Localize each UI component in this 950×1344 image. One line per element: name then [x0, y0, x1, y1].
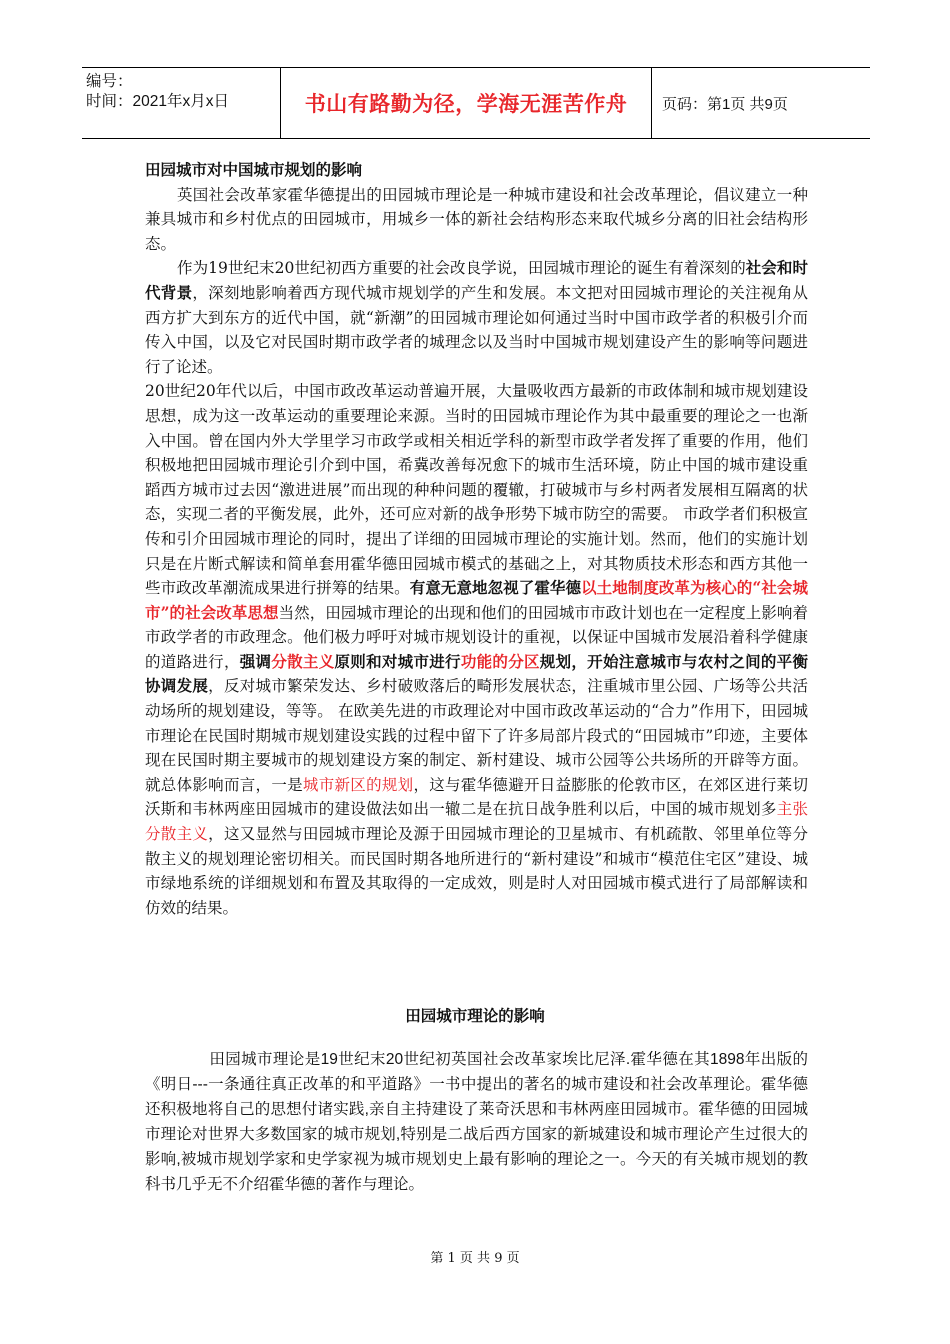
p3-red-5: 主张分散主义 [145, 800, 808, 844]
paragraph-2 [145, 256, 808, 379]
p2-bold: 社会和时代背景 [145, 258, 808, 302]
paragraph-1: 英国社会改革家霍华德提出的田园城市理论是一种城市建设和社会改革理论，倡议建立一种兼具城市和乡村优点的田园城市，用城乡一体的新社会结构形态来取代城乡分离的旧社会结构形态。 [145, 185, 808, 253]
date-line: 时间：2021年x月x日 [86, 93, 229, 110]
header-meta [82, 68, 281, 138]
p3-bold-4: 规划，开始注意城市与农村之间的平衡协调发展 [145, 651, 808, 696]
p3-red-2: 分散主义 [271, 651, 335, 671]
p3-bold-3: 原则和对城市进行 [334, 651, 461, 671]
section-2 [145, 1047, 808, 1197]
p3-red-3: 功能的分区 [460, 651, 540, 671]
page-header [82, 67, 870, 139]
p3-text-e: ，这又显然与田园城市理论及源于田园城市理论的卫星城市、有机疏散、邻里单位等分散主义的规划理论密切相关。而民国时期各地所进行的“新村建设”和城市“模范住宅区”建设、城市绿地系统的详细规划和布置及其取得的一定成效，则是时人对田园城市模式进行了局部解读和仿效的结果。 [145, 825, 808, 917]
section-2-paragraph: 田园城市理论是19世纪末20世纪初英国社会改革家埃比尼泽.霍华德在其1898年出版的《明日---一条通往真正改革的和平道路》一书中提出的著名的城市建设和社会改革理论。霍华德还积极地将自己的思想付诸实践,亲自主持建设了莱奇沃思和韦林两座田园城市。霍华德的田园城市理论对世界大多数国家的城市规划,特别是二战后西方国家的新城建设和城市理论产生过很大的影响,被城市规划学家和史学家视为城市规划史上最有影响的理论之一。今天的有关城市规划的教科书几乎无不介绍霍华德的著作与理论。 [145, 1051, 808, 1193]
p2-text-a: 作为19世纪末20世纪初西方重要的社会改良学说，田园城市理论的诞生有着深刻的 [177, 259, 746, 278]
section-1 [145, 158, 808, 920]
p3-bold-2: 强调 [239, 651, 272, 671]
header-motto: 书山有路勤为径，学海无涯苦作舟 [281, 68, 652, 138]
p3-bold: 有意无意地忽视了霍华德 [409, 578, 582, 598]
p3-text-d: ，这与霍华德避开日益膨胀的伦敦市区，在郊区进行莱切沃斯和韦林两座田园城市的建设做法如出一辙二是在抗日战争胜利以后，中国的城市规划多 [145, 775, 808, 819]
p3-text-c: ，反对城市繁荣发达、乡村破败落后的畸形发展状态，注重城市里公园、广场等公共活动场所的规划建设，等等。 在欧美先进的市政理论对中国市政改革运动的“合力”作用下，田园城市理论在民国时期城市规划建设实践的过程中留下了许多局部片段式的“田园城市”印迹，主要体现在民国时期主要城市的规划建设方案的制定、新村建设、城市公园等公共场所的开辟等方面。就总体影响而言，一是 [145, 677, 808, 794]
p3-text-a: 20世纪20年代以后，中国市政改革运动普遍开展，大量吸收西方最新的市政体制和城市规划建设思想，成为这一改革运动的重要理论来源。当时的田园城市理论作为其中最重要的理论之一也渐入中国。曾在国内外大学里学习市政学或相关相近学科的新型市政学者发挥了重要的作用，他们积极地把田园城市理论引介到中国，希冀改善每况愈下的城市生活环境，防止中国的城市建设重蹈西方城市过去因“激进进展”而出现的种种问题的覆辙，打破城市与乡村两者发展相互隔离的状态，实现二者的平衡发展，此外，还可应对新的战争形势下城市防空的需要。 市政学者们积极宣传和引介田园城市理论的同时，提出了详细的田园城市理论的实施计划。然而，他们的实施计划只是在片断式解读和简单套用霍华德田园城市模式的基础之上，对其物质技术形态和西方其他一些市政改革潮流成果进行拼筹的结果。 [145, 382, 808, 598]
p3-red-bold: 以土地制度改革为核心的“社会城市”的社会改革思想 [145, 578, 808, 622]
number-label: 编号： [86, 73, 133, 90]
p3-red-4: 城市新区的规划 [302, 775, 414, 794]
p2-text-b: ，深刻地影响着西方现代城市规划学的产生和发展。本文把对田园城市理论的关注视角从西方扩大到东方的近代中国，就“新潮”的田园城市理论如何通过当时中国市政学者的积极引介而传入中国，以及它对民国时期市政学者的城理念以及当时中国城市规划建设产生的影响等问题进行了论述。 [145, 283, 808, 376]
header-page-info: 页码：第1页 共9页 [662, 95, 788, 113]
section-1-title: 田园城市对中国城市规划的影响 [145, 160, 363, 179]
page-footer: 第 1 页 共 9 页 [430, 1251, 520, 1266]
section-2-title: 田园城市理论的影响 [405, 1008, 545, 1025]
paragraph-3 [145, 379, 808, 920]
p3-text-b: 当然，田园城市理论的出现和他们的田园城市市政计划也在一定程度上影响着市政学者的市政理念。他们极力呼吁对城市规划设计的重视，以保证中国城市发展沿着科学健康的道路进行， [145, 603, 808, 671]
